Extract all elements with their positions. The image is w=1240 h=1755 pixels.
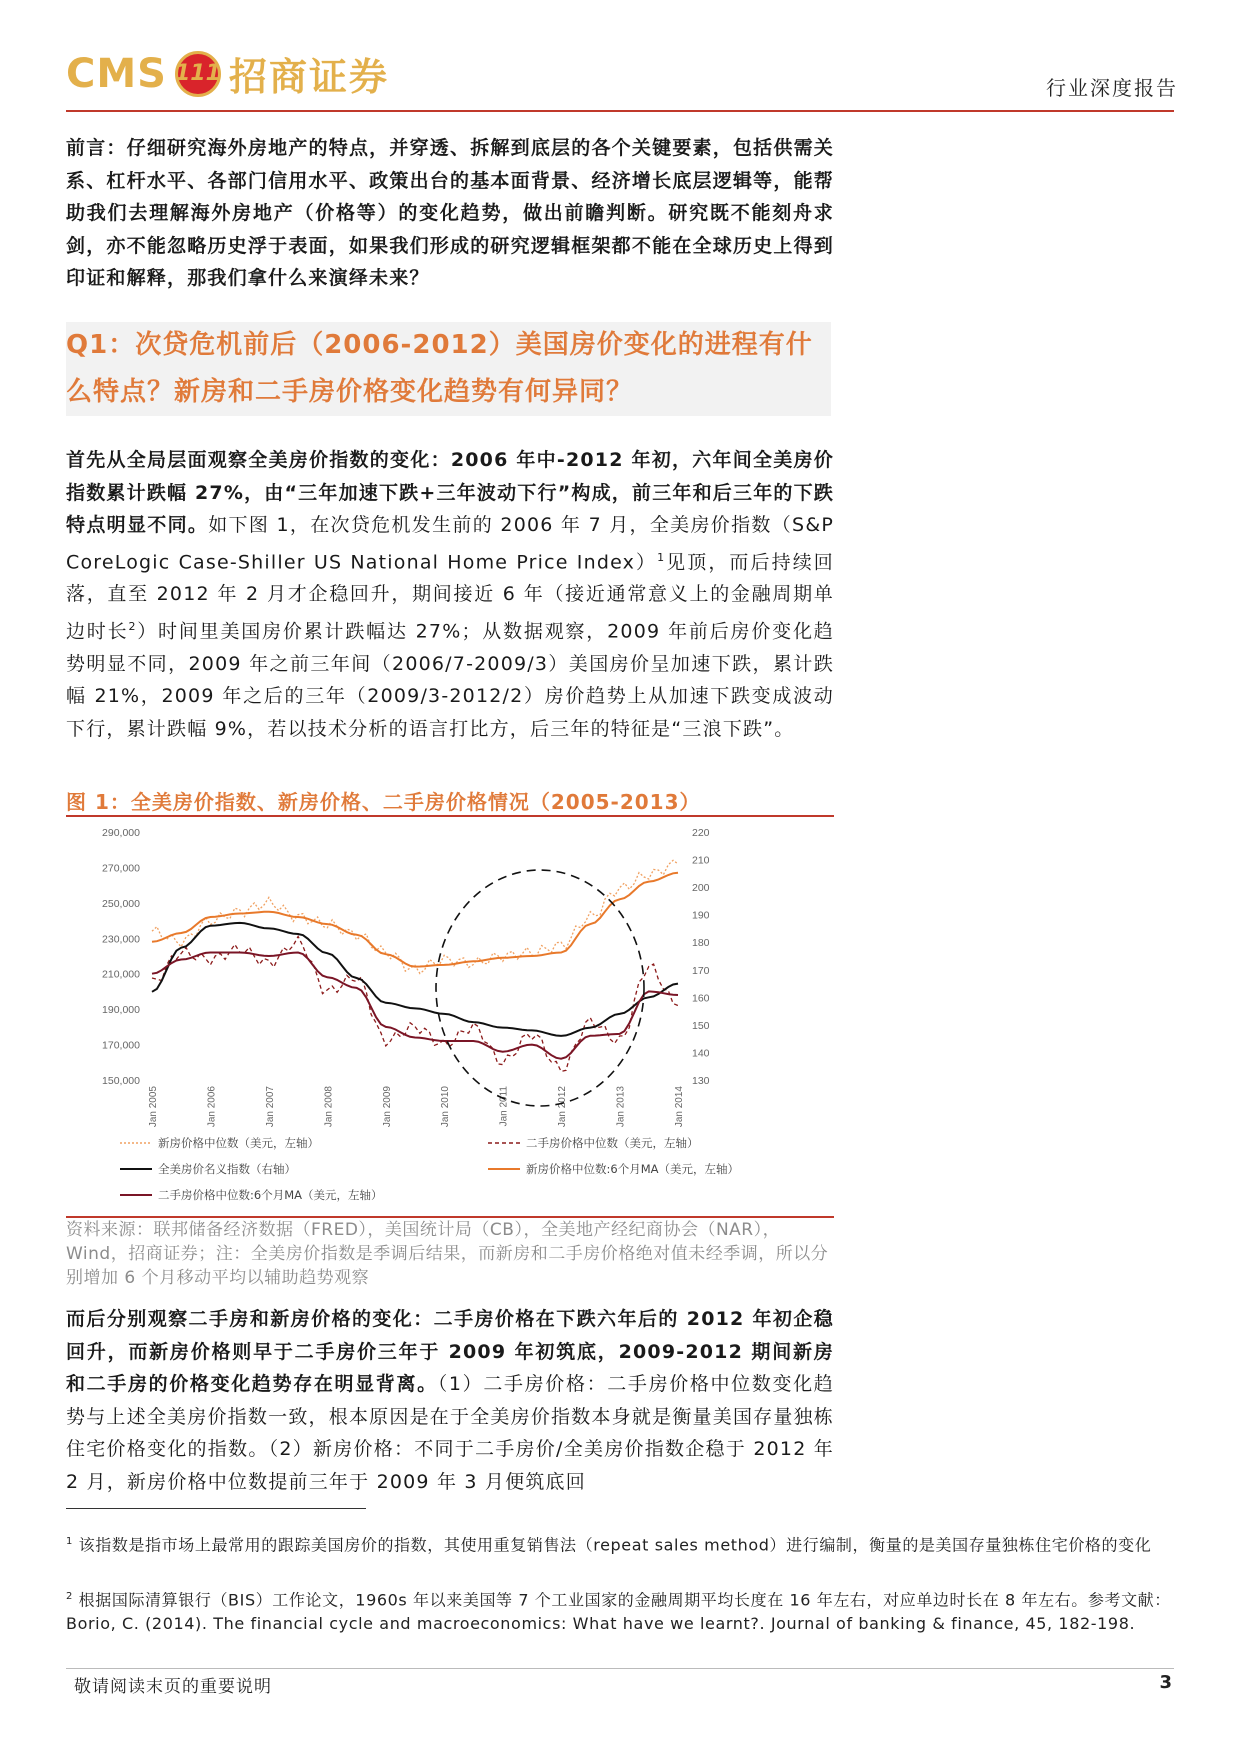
- x-tick-label: Jan 2009: [381, 1086, 393, 1128]
- series-line-3: [152, 923, 678, 1036]
- logo-cn-text: 招商证券: [228, 54, 389, 99]
- figure-top-rule: [66, 815, 834, 817]
- y-right-tick-label: 160: [692, 992, 710, 1005]
- footnote-1-text: 该指数是指市场上最常用的跟踪美国房价的指数，其使用重复销售法（repeat sales method）进行编制，衡量的是美国存量独栋住宅价格的变化: [78, 1535, 1152, 1555]
- legend-label-1: 新房价格中位数（美元，左轴）: [158, 1136, 319, 1150]
- body-paragraph-2: [66, 1303, 834, 1498]
- legend-label-2: 二手房价格中位数（美元，左轴）: [526, 1136, 699, 1150]
- page-number: 3: [1159, 1672, 1172, 1693]
- header-divider: [66, 110, 1174, 112]
- y-right-tick-label: 130: [692, 1075, 710, 1087]
- y-right-tick-label: 170: [692, 964, 710, 977]
- y-right-tick-label: 190: [692, 909, 710, 922]
- footnote-rule: [66, 1508, 366, 1509]
- series-line-5: [152, 953, 678, 1059]
- footer-divider: [66, 1668, 1174, 1669]
- question-heading: Q1：次贷危机前后（2006-2012）美国房价变化的进程有什么特点？新房和二手房价格变化趋势有何异同？: [66, 330, 813, 407]
- y-left-tick-label: 250,000: [102, 897, 140, 910]
- figure-title: 图 1：全美房价指数、新房价格、二手房价格情况（2005-2013）: [66, 790, 701, 814]
- footnote-1: [66, 1530, 1174, 1557]
- x-tick-label: Jan 2012: [557, 1086, 569, 1128]
- y-left-tick-label: 190,000: [102, 1004, 140, 1017]
- y-left-tick-label: 150,000: [102, 1075, 140, 1087]
- y-left-tick-label: 270,000: [102, 862, 140, 875]
- x-tick-label: Jan 2013: [615, 1086, 627, 1128]
- house-price-chart: [66, 818, 834, 1214]
- x-tick-label: Jan 2011: [498, 1086, 510, 1127]
- para1-text-c: ）时间里美国房价累计跌幅达 27%；从数据观察，2009 年前后房价变化趋势明显不同，2009 年之前三年间（2006/7-2009/3）美国房价呈加速下跌，累计跌幅 21%，2009 年之后的三年（2009/3-2012/2）房价趋势上从加速下跌变成波动下行，累计跌幅 9%，若以技术分析的语言打比方，后三年的特征是“三浪下跌”。: [66, 620, 834, 740]
- highlight-circle: [436, 870, 644, 1106]
- y-right-tick-label: 150: [692, 1019, 710, 1032]
- series-line-2: [152, 936, 678, 1071]
- body-paragraph-1: [66, 444, 834, 745]
- y-right-tick-label: 220: [692, 827, 710, 839]
- logo-cms-text: CMS: [66, 50, 167, 97]
- x-tick-label: Jan 2006: [206, 1086, 218, 1128]
- para1-text-a: 如下图 1，在次贷危机发生前的 2006 年 7 月，全美房价指数（S&P CoreLogic Case-Shiller US National Home Price Index）: [66, 514, 834, 573]
- x-tick-label: Jan 2008: [323, 1086, 335, 1128]
- intro-paragraph: 前言：仔细研究海外房地产的特点，并穿透、拆解到底层的各个关键要素，包括供需关系、杠杆水平、各部门信用水平、政策出台的基本面背景、经济增长底层逻辑等，能帮助我们去理解海外房地产（价格等）的变化趋势，做出前瞻判断。研究既不能刻舟求剑，亦不能忽略历史浮于表面，如果我们形成的研究逻辑框架都不能在全球历史上得到印证和解释，那我们拿什么来演绎未来？: [66, 137, 834, 289]
- para1-bold: 首先从全局层面观察全美房价指数的变化：2006 年中-2012 年初，六年间全美房价指数累计跌幅 27%，由“三年加速下跌+三年波动下行”构成，前三年和后三年的下跌特点明显不同。: [66, 449, 834, 536]
- para2-bold: 而后分别观察二手房和新房价格的变化：二手房价格在下跌六年后的 2012 年初企稳回升，而新房价格则早于二手房价三年于 2009 年初筑底，2009-2012 期间新房和二手房的价格变化趋势存在明显背离。: [66, 1308, 834, 1395]
- figure-source-note: 资料来源：联邦储备经济数据（FRED），美国统计局（CB），全美地产经纪商协会（NAR），Wind，招商证券；注：全美房价指数是季调后结果，而新房和二手房价格绝对值未经季调，所以分别增加 6 个月移动平均以辅助趋势观察: [66, 1220, 829, 1288]
- x-tick-label: Jan 2014: [674, 1086, 685, 1128]
- company-logo: [66, 46, 389, 101]
- footnote-2-number: 2: [66, 1591, 73, 1602]
- series-line-1: [152, 860, 678, 973]
- footnote-2-text: 根据国际清算银行（BIS）工作论文，1960s 年以来美国等 7 个工业国家的金融周期平均长度在 16 年左右，对应单边时长在 8 年左右。参考文献：Borio, C. (2014). The financial cycle and macroeconomics: What have we learnt?. Journal of banking & finance, 45, 182-198.: [66, 1590, 1171, 1634]
- y-left-tick-label: 290,000: [102, 827, 140, 839]
- x-tick-label: Jan 2007: [264, 1086, 276, 1128]
- footnote-ref-1[interactable]: 1: [657, 550, 666, 564]
- footnote-1-number: 1: [66, 1536, 73, 1547]
- footnote-ref-2[interactable]: 2: [128, 619, 137, 633]
- y-right-tick-label: 200: [692, 882, 710, 895]
- y-right-tick-label: 210: [692, 854, 710, 867]
- legend-label-5: 二手房价格中位数:6个月MA（美元，左轴）: [158, 1188, 383, 1202]
- footer-disclaimer: 敬请阅读末页的重要说明: [74, 1677, 272, 1697]
- para1-text-b: 见顶，而后持续回落，直至 2012 年 2 月才企稳回升，期间接近 6 年（接近通常意义上的金融周期单边时长: [66, 550, 834, 643]
- logo-badge-icon: 111: [175, 51, 221, 97]
- y-left-tick-label: 170,000: [102, 1039, 140, 1052]
- y-left-tick-label: 230,000: [102, 933, 140, 946]
- x-tick-label: Jan 2010: [440, 1086, 452, 1128]
- legend-label-4: 新房价格中位数:6个月MA（美元，左轴）: [526, 1162, 739, 1176]
- y-right-tick-label: 140: [692, 1047, 710, 1060]
- y-right-tick-label: 180: [692, 937, 710, 950]
- y-left-tick-label: 210,000: [102, 968, 140, 981]
- para2-text: （1）二手房价格：二手房价格中位数变化趋势与上述全美房价指数一致，根本原因是在于全美房价指数本身就是衡量美国存量独栋住宅价格变化的指数。（2）新房价格：不同于二手房价/全美房价指数企稳于 2012 年 2 月，新房价格中位数提前三年于 2009 年 3 月便筑底回: [66, 1373, 834, 1493]
- legend-label-3: 全美房价名义指数（右轴）: [158, 1162, 296, 1176]
- x-tick-label: Jan 2005: [148, 1086, 159, 1128]
- footnote-2: [66, 1585, 1174, 1636]
- report-type: 行业深度报告: [1046, 76, 1178, 100]
